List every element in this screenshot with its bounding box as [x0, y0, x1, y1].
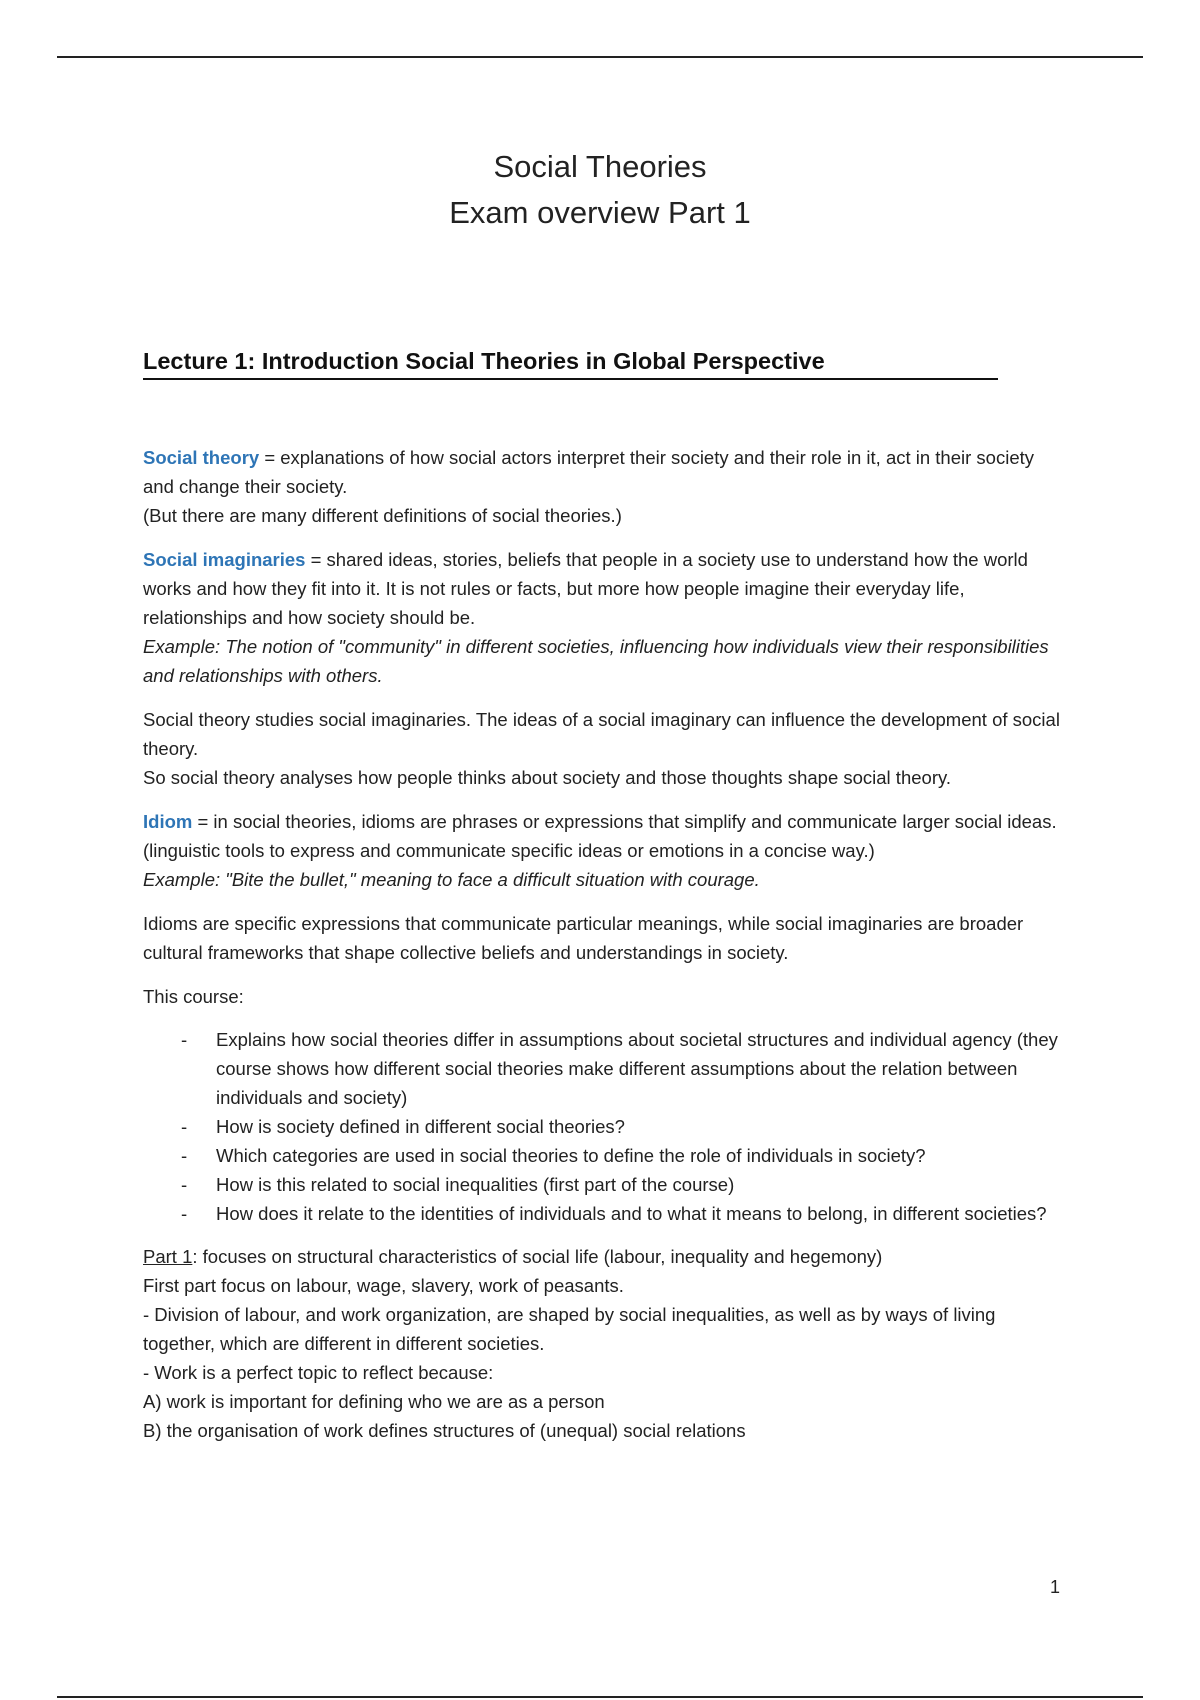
social-theory-definition-text: = explanations of how social actors interpret their society and their role in it, act in their society and change their society. — [143, 447, 1035, 497]
part1-label: Part 1 — [143, 1246, 193, 1267]
idioms-vs-imaginaries-paragraph: Idioms are specific expressions that communicate particular meanings, while social imaginaries are broader cultural frameworks that shape collective beliefs and understandings in society. — [143, 913, 1024, 963]
social-theory-note: (But there are many different definitions of social theories.) — [143, 505, 622, 526]
course-intro: This course: — [143, 986, 244, 1007]
top-rule — [57, 56, 1143, 58]
relation-line-2: So social theory analyses how people thinks about society and those thoughts shape social theory. — [143, 767, 951, 788]
part1-line: - Division of labour, and work organization, are shaped by social inequalities, as well as by ways of living together, which are different in different societies. — [143, 1304, 996, 1354]
social-imaginaries-definition — [143, 545, 1068, 632]
relation-line-1: Social theory studies social imaginaries. The ideas of a social imaginary can influence the development of social theory. — [143, 709, 1060, 759]
idiom-paragraph — [143, 807, 1068, 894]
list-item: - How is this related to social inequalities (first part of the course) — [143, 1170, 1068, 1199]
lecture-heading: Lecture 1: Introduction Social Theories in Global Perspective — [143, 346, 998, 380]
idiom-definition — [143, 807, 1068, 865]
part1-line: - Work is a perfect topic to reflect because: — [143, 1362, 494, 1383]
part1-line: B) the organisation of work defines structures of (unequal) social relations — [143, 1420, 746, 1441]
list-item: - Which categories are used in social theories to define the role of individuals in society? — [143, 1141, 1068, 1170]
social-imaginaries-term: Social imaginaries — [143, 549, 306, 570]
document-body — [143, 443, 1068, 1460]
list-item: - Explains how social theories differ in assumptions about societal structures and individual agency (they course shows how different social theories make different assumptions about the relation between individuals and society) — [143, 1025, 1068, 1112]
list-item: - How is society defined in different social theories? — [143, 1112, 1068, 1141]
title-line-1: Social Theories — [493, 149, 707, 184]
relation-paragraph — [143, 705, 1068, 792]
document-title — [0, 144, 1200, 236]
bottom-rule — [57, 1696, 1143, 1698]
idiom-term: Idiom — [143, 811, 193, 832]
part1-label-rest: : focuses on structural characteristics of social life (labour, inequality and hegemony) — [192, 1246, 883, 1267]
list-item: - How does it relate to the identities of individuals and to what it means to belong, in different societies? — [143, 1199, 1068, 1228]
social-imaginaries-paragraph — [143, 545, 1068, 690]
social-theory-paragraph — [143, 443, 1068, 530]
social-imaginaries-definition-text: = shared ideas, stories, beliefs that people in a society use to understand how the world works and how they fit into it. It is not rules or facts, but more how people imagine their everyday life, relationships and how society should be. — [143, 549, 1028, 628]
page-number: 1 — [1049, 1577, 1060, 1597]
idiom-definition-text: = in social theories, idioms are phrases or expressions that simplify and communicate larger social ideas. (linguistic tools to express and communicate specific ideas or emotions in a concise way.) — [143, 811, 1057, 861]
social-theory-definition — [143, 443, 1068, 501]
part1-paragraph — [143, 1242, 1068, 1445]
part1-line: A) work is important for defining who we are as a person — [143, 1391, 605, 1412]
idiom-example: Example: "Bite the bullet," meaning to face a difficult situation with courage. — [143, 869, 760, 890]
social-theory-term: Social theory — [143, 447, 260, 468]
title-line-2: Exam overview Part 1 — [449, 195, 751, 230]
social-imaginaries-example: Example: The notion of "community" in different societies, influencing how individuals view their responsibilities and relationships with others. — [143, 636, 1049, 686]
course-list — [143, 1025, 1068, 1228]
part1-heading-line — [143, 1242, 1068, 1271]
part1-line: First part focus on labour, wage, slavery, work of peasants. — [143, 1275, 624, 1296]
